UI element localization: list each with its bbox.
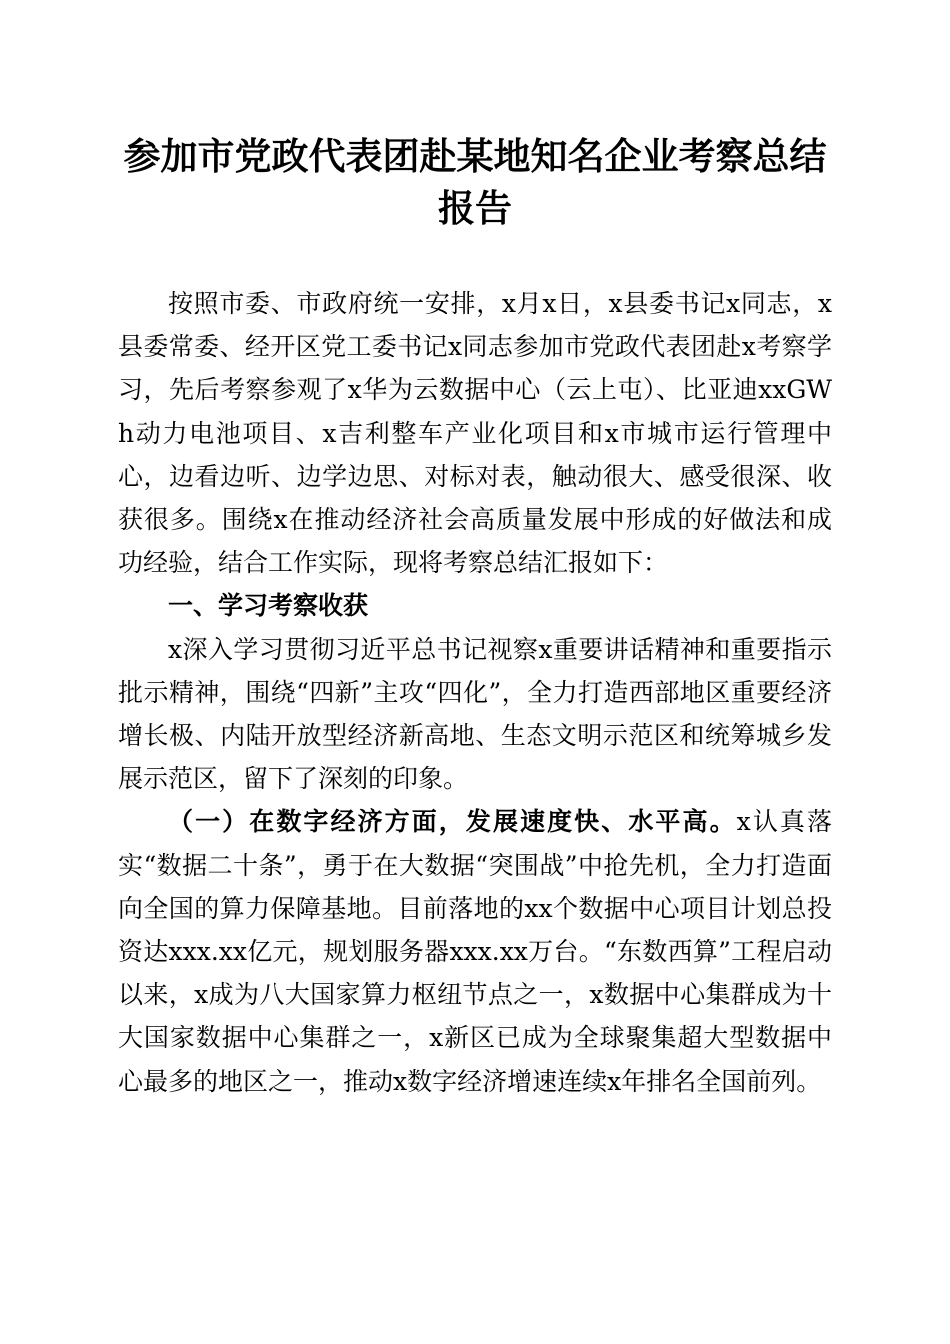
subsection-paragraph: [118, 800, 832, 1102]
section-heading: 一、学习考察收获: [168, 591, 369, 621]
subsection-text: x认真落实“数据二十条”，勇于在大数据“突围战”中抢先机，全力打造面向全国的算力保障基地。目前落地的xx个数据中心项目计划总投资达xxx.xx亿元，规划服务器xxx.xx万台。“东数西算”工程启动以来，x成为八大国家算力枢纽节点之一，x数据中心集群成为十大国家数据中心集群之一，x新区已成为全球聚集超大型数据中心最多的地区之一，推动x数字经济增速连续x年排名全国前列。: [118, 807, 832, 1096]
section-intro-paragraph: x深入学习贯彻习近平总书记视察x重要讲话精神和重要指示批示精神，围绕“四新”主攻“四化”，全力打造西部地区重要经济增长极、内陆开放型经济新高地、生态文明示范区和统筹城乡发展示范区，留下了深刻的印象。: [118, 634, 832, 794]
document-page: [118, 130, 832, 1103]
document-body: [118, 282, 832, 1103]
subsection-lead: （一）在数字经济方面，发展速度快、水平高。: [168, 807, 737, 837]
document-title: 参加市党政代表团赴某地知名企业考察总结报告: [123, 134, 827, 230]
intro-paragraph: 按照市委、市政府统一安排，x月x日，x县委书记x同志，x县委常委、经开区党工委书记x同志参加市党政代表团赴x考察学习，先后考察参观了x华为云数据中心（云上屯）、比亚迪xxGWh动力电池项目、x吉利整车产业化项目和x市城市运行管理中心，边看边听、边学边思、对标对表，触动很大、感受很深、收获很多。围绕x在推动经济社会高质量发展中形成的好做法和成功经验，结合工作实际，现将考察总结汇报如下：: [118, 289, 832, 578]
